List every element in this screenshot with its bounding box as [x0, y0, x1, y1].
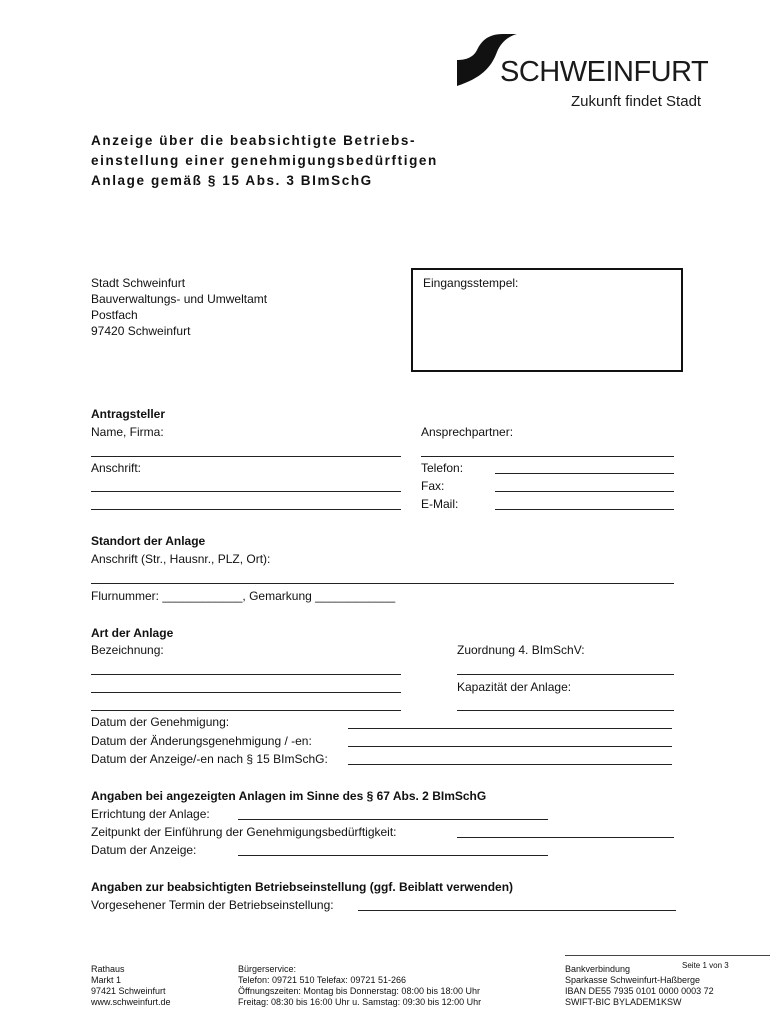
footer-service-line: Telefon: 09721 510 Telefax: 09721 51-266 — [238, 975, 406, 985]
applicant-name-label: Name, Firma: — [91, 425, 164, 439]
footer-bank-line: Bankverbindung — [565, 964, 631, 974]
plant-type-heading: Art der Anlage — [91, 626, 174, 640]
notice-label: Datum der Anzeige: — [91, 843, 197, 857]
document-title-line-3: Anlage gemäß § 15 Abs. 3 BImSchG — [91, 173, 373, 188]
recipient-line-1: Stadt Schweinfurt — [91, 276, 186, 290]
phone-label: Telefon: — [421, 461, 464, 475]
introduction-date-label: Zeitpunkt der Einführung der Genehmigungsbedürftigkeit: — [91, 825, 397, 839]
footer-bank-line: IBAN DE55 7935 0101 0000 0003 72 — [565, 986, 714, 996]
receipt-stamp-label: Eingangsstempel: — [423, 276, 519, 290]
footer-divider — [565, 955, 770, 956]
recipient-line-4: 97420 Schweinfurt — [91, 324, 191, 338]
capacity-label: Kapazität der Anlage: — [457, 680, 572, 694]
footer-website[interactable]: www.schweinfurt.de — [91, 997, 171, 1007]
construction-field[interactable] — [238, 819, 548, 820]
recipient-line-3: Postfach — [91, 308, 138, 322]
document-title-line-1: Anzeige über die beabsichtigte Betriebs- — [91, 133, 417, 148]
approval-date-field[interactable] — [348, 728, 672, 729]
designation-field-2[interactable] — [91, 692, 401, 693]
notified-plants-heading: Angaben bei angezeigten Anlagen im Sinne des § 67 Abs. 2 BImSchG — [91, 789, 487, 803]
footer-address-line: 97421 Schweinfurt — [91, 986, 166, 996]
shutdown-heading: Angaben zur beabsichtigten Betriebseinstellung (ggf. Beiblatt verwenden) — [91, 880, 514, 894]
phone-field[interactable] — [495, 473, 674, 474]
email-label: E-Mail: — [421, 497, 459, 511]
site-heading: Standort der Anlage — [91, 534, 206, 548]
designation-label: Bezeichnung: — [91, 643, 164, 657]
notice-date-field[interactable] — [348, 764, 672, 765]
footer-service-line: Freitag: 08:30 bis 16:00 Uhr u. Samstag: 09:30 bis 12:00 Uhr — [238, 997, 482, 1007]
change-approval-date-field[interactable] — [348, 746, 672, 747]
contact-person-field[interactable] — [421, 456, 674, 457]
applicant-address-field-1[interactable] — [91, 491, 401, 492]
contact-person-label: Ansprechpartner: — [421, 425, 514, 439]
change-approval-date-label: Datum der Änderungsgenehmigung / -en: — [91, 734, 312, 748]
document-title-line-2: einstellung einer genehmigungsbedürftigen — [91, 153, 438, 168]
fax-label: Fax: — [421, 479, 445, 493]
footer-citizen-service — [238, 964, 481, 1008]
applicant-heading: Antragsteller — [91, 407, 166, 421]
site-address-field[interactable] — [91, 583, 674, 584]
construction-label: Errichtung der Anlage: — [91, 807, 210, 821]
logo-slogan: Zukunft findet Stadt — [571, 93, 702, 110]
introduction-date-field[interactable] — [457, 837, 674, 838]
designation-field-3[interactable] — [91, 710, 401, 711]
bimschv-assignment-field[interactable] — [457, 674, 674, 675]
logo-wordmark: SCHWEINFURT — [500, 56, 709, 88]
notice-field[interactable] — [238, 855, 548, 856]
bimschv-assignment-label: Zuordnung 4. BImSchV: — [457, 643, 585, 657]
footer-bank-line: Sparkasse Schweinfurt-Haßberge — [565, 975, 701, 985]
footer-bank — [565, 964, 714, 1008]
email-field[interactable] — [495, 509, 674, 510]
fax-field[interactable] — [495, 491, 674, 492]
notice-date-label: Datum der Anzeige/-en nach § 15 BImSchG: — [91, 752, 328, 766]
capacity-field[interactable] — [457, 710, 674, 711]
shutdown-date-label: Vorgesehener Termin der Betriebseinstellung: — [91, 898, 334, 912]
footer-service-line: Öffnungszeiten: Montag bis Donnerstag: 08:00 bis 18:00 Uhr — [238, 986, 480, 996]
footer-address-line: Rathaus — [91, 964, 125, 974]
applicant-address-field-2[interactable] — [91, 509, 401, 510]
footer-bank-line: SWIFT-BIC BYLADEM1KSW — [565, 997, 682, 1007]
footer-service-line: Bürgerservice: — [238, 964, 297, 974]
page-number: Seite 1 von 3 — [682, 961, 729, 970]
applicant-address-label: Anschrift: — [91, 461, 142, 475]
shutdown-date-field[interactable] — [358, 910, 676, 911]
footer-address — [91, 964, 171, 1008]
recipient-line-2: Bauverwaltungs- und Umweltamt — [91, 292, 268, 306]
applicant-name-field[interactable] — [91, 456, 401, 457]
designation-field-1[interactable] — [91, 674, 401, 675]
approval-date-label: Datum der Genehmigung: — [91, 715, 230, 729]
parcel-field-row[interactable]: Flurnummer: ____________, Gemarkung ____________ — [91, 589, 396, 603]
footer-address-line: Markt 1 — [91, 975, 122, 985]
site-address-label: Anschrift (Str., Hausnr., PLZ, Ort): — [91, 552, 271, 566]
